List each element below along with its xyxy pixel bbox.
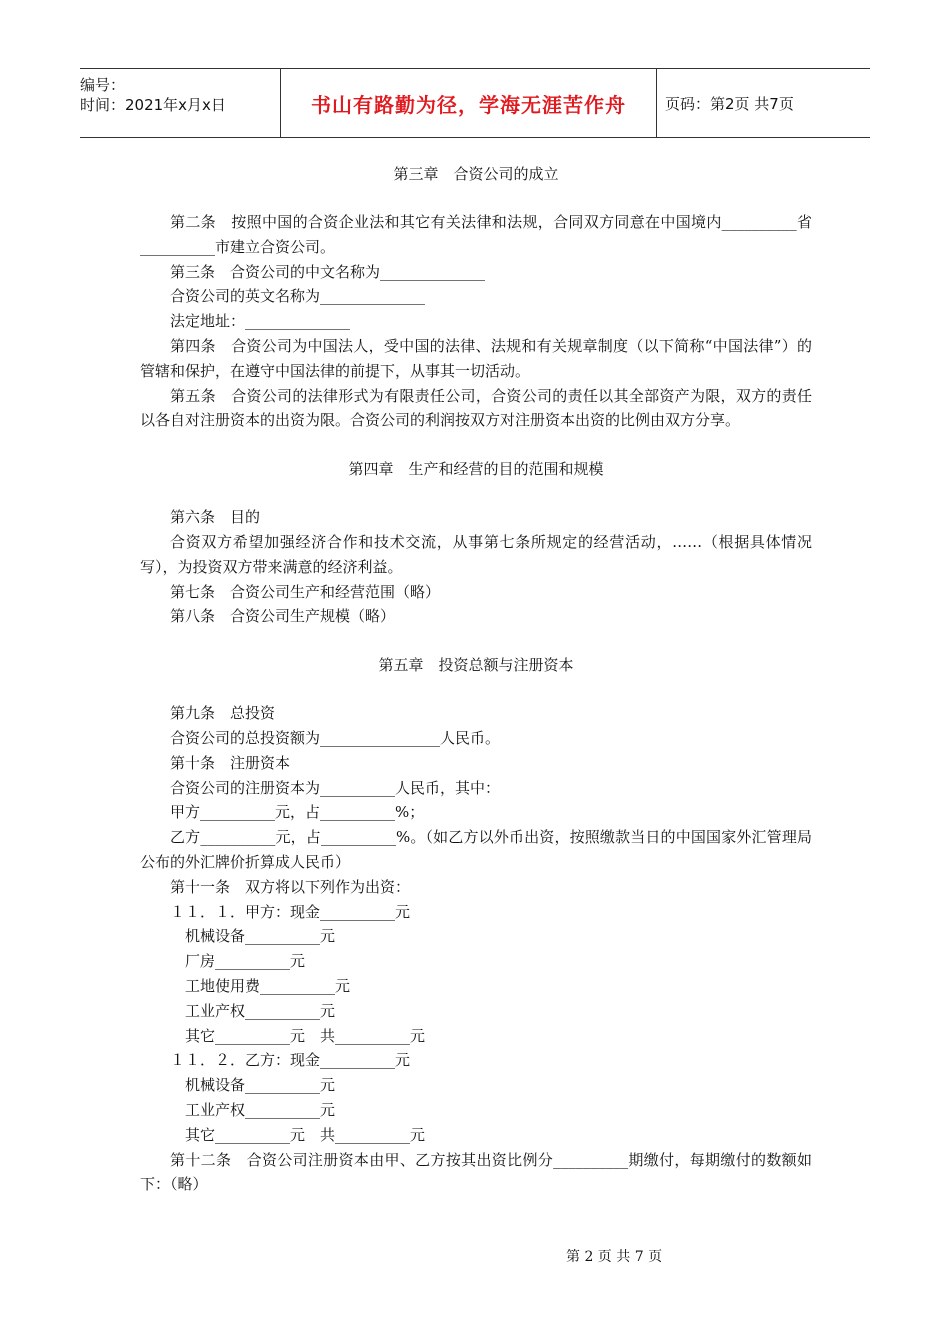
article-9-body: 合资公司的总投资额为________________人民币。 xyxy=(170,728,501,747)
chapter-title: 第四章 生产和经营的目的范围和规模 xyxy=(348,460,604,479)
party-a-cash: １１．１．甲方：现金__________元 xyxy=(170,902,411,921)
article-6: 第六条 目的 xyxy=(170,508,261,527)
article-10: 第十条 注册资本 xyxy=(170,753,291,772)
party-b-ip: 工业产权__________元 xyxy=(185,1100,336,1119)
document-body xyxy=(140,162,812,1197)
article-6-body: 合资双方希望加强经济合作和技术交流，从事第七条所规定的经营活动，……（根据具体情况写），为投资双方带来满意的经济利益。 xyxy=(140,532,812,576)
party-b-cash: １１．２．乙方：现金__________元 xyxy=(170,1051,411,1070)
party-a-equipment: 机械设备__________元 xyxy=(185,927,336,946)
number-label: 编号： xyxy=(80,76,126,94)
header-meta xyxy=(80,69,280,137)
article-7: 第七条 合资公司生产和经营范围（略） xyxy=(170,582,441,601)
article-4: 第四条 合资公司为中国法人，受中国的法律、法规和有关规章制度（以下简称“中国法律”）的管辖和保护，在遵守中国法律的前提下，从事其一切活动。 xyxy=(140,336,812,380)
article-8: 第八条 合资公司生产规模（略） xyxy=(170,607,396,626)
header-motto: 书山有路勤为径，学海无涯苦作舟 xyxy=(280,69,657,137)
chapter-title: 第三章 合资公司的成立 xyxy=(393,165,559,183)
page-number: 第 2 页 共 7 页 xyxy=(566,1249,663,1265)
article-11: 第十一条 双方将以下列作为出资： xyxy=(170,877,411,896)
party-a-ip: 工业产权__________元 xyxy=(185,1001,336,1020)
header-page-code: 页码：第2页 共7页 xyxy=(665,94,794,113)
article-2: 第二条 按照中国的合资企业法和其它有关法律和法规，合同双方同意在中国境内__________省__________市建立合资公司。 xyxy=(140,213,812,256)
article-3-english-name: 合资公司的英文名称为______________ xyxy=(170,287,426,306)
article-5: 第五条 合资公司的法律形式为有限责任公司，合资公司的责任以其全部资产为限，双方的责任以各自对注册资本的出资为限。合资公司的利润按双方对注册资本出资的比例由双方分享。 xyxy=(140,386,812,430)
party-a-land: 工地使用费__________元 xyxy=(185,976,351,995)
party-a-plant: 厂房__________元 xyxy=(185,952,306,971)
party-a-capital: 甲方__________元，占__________%； xyxy=(170,803,425,822)
party-b-equipment: 机械设备__________元 xyxy=(185,1076,336,1095)
chapter-title: 第五章 投资总额与注册资本 xyxy=(378,656,574,675)
article-9: 第九条 总投资 xyxy=(170,704,276,723)
party-a-other: 其它__________元 共__________元 xyxy=(185,1026,426,1045)
article-12: 第十二条 合资公司注册资本由甲、乙方按其出资比例分__________期缴付，每期缴付的数额如下：（略） xyxy=(140,1150,812,1194)
party-b-other: 其它__________元 共__________元 xyxy=(185,1125,426,1144)
page-header xyxy=(80,68,870,138)
time-label: 时间：2021年x月x日 xyxy=(80,96,226,114)
article-3-address: 法定地址：______________ xyxy=(170,312,351,331)
article-10-body: 合资公司的注册资本为__________人民币，其中： xyxy=(170,778,501,797)
party-b-capital: 乙方__________元，占__________%。（如乙方以外币出资，按照缴款当日的中国国家外汇管理局公布的外汇牌价折算成人民币） xyxy=(140,828,812,871)
article-3: 第三条 合资公司的中文名称为______________ xyxy=(170,262,486,281)
